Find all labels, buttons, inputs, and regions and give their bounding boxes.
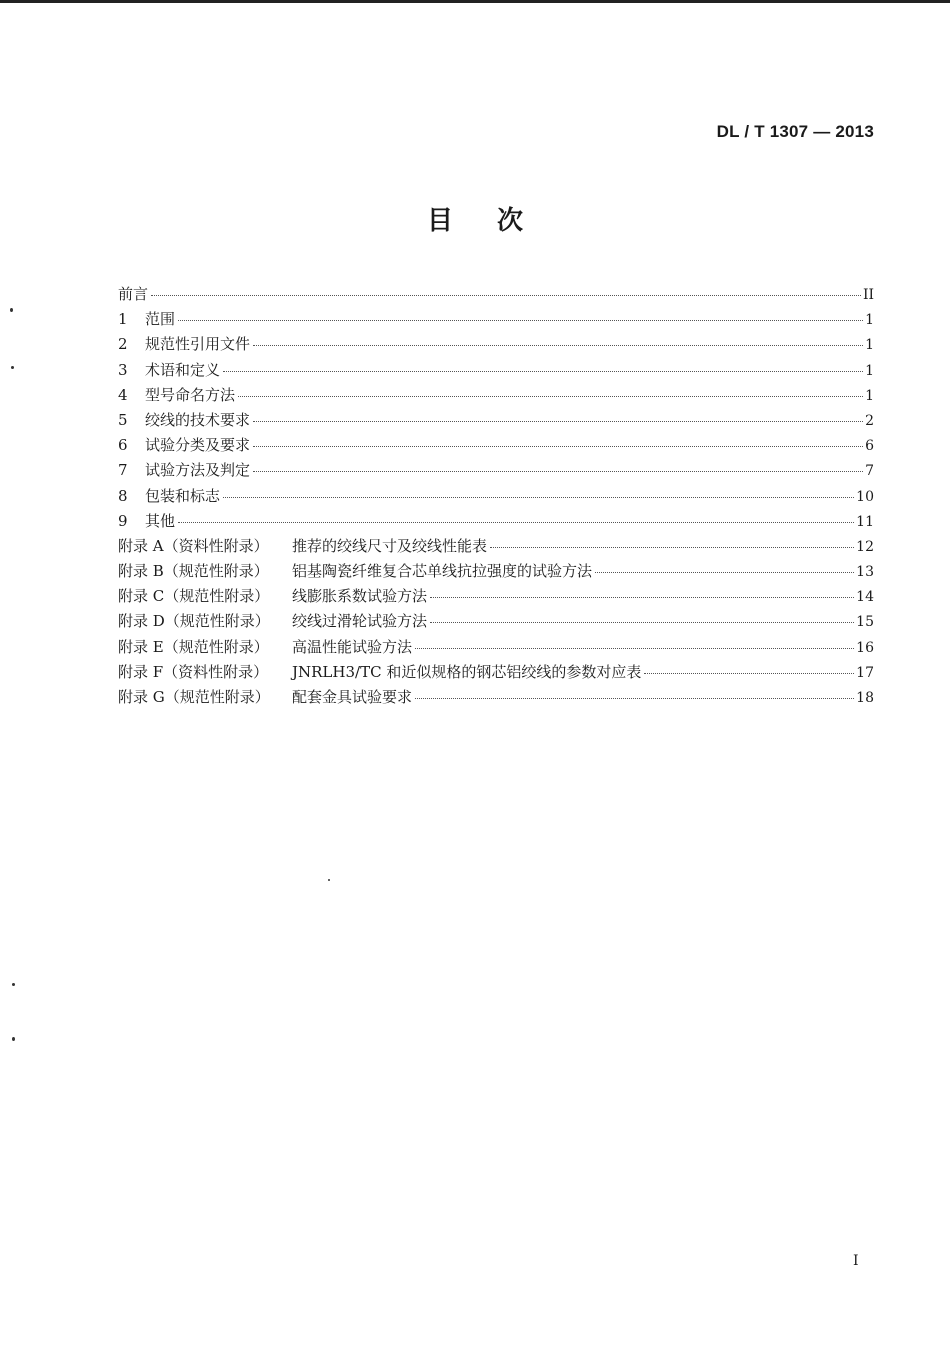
toc-entry-appendix-label: 附录 D（规范性附录）: [118, 612, 270, 631]
toc-entry-number: 4: [118, 385, 128, 404]
toc-entry-title: 其他: [145, 511, 176, 530]
toc-entry[interactable]: [118, 661, 874, 686]
scan-speck: [12, 983, 15, 986]
dot-leader: [253, 345, 863, 346]
toc-entry-title: 铝基陶瓷纤维复合芯单线抗拉强度的试验方法: [292, 562, 593, 581]
toc-entry-appendix-label: 附录 B（规范性附录）: [118, 562, 269, 581]
page-title: 目次: [426, 206, 567, 236]
toc-entry[interactable]: [118, 308, 874, 333]
toc-entry[interactable]: [118, 636, 874, 661]
toc-entry[interactable]: [118, 510, 874, 535]
dot-leader: [223, 371, 863, 372]
toc-entry[interactable]: [118, 535, 874, 560]
toc-entry-page: 12: [856, 538, 874, 555]
dot-leader: [253, 446, 863, 447]
toc-entry-title: 配套金具试验要求: [292, 688, 413, 706]
toc-entry-title: 高温性能试验方法: [292, 637, 413, 656]
page-number: I: [853, 1253, 859, 1269]
dot-leader: [223, 497, 854, 498]
top-border-line: [0, 0, 950, 3]
toc-entry-title: 前言: [118, 285, 149, 303]
toc-entry-page: 2: [865, 412, 874, 429]
toc-entry[interactable]: [118, 459, 874, 484]
toc-entry-title: 试验分类及要求: [145, 436, 251, 455]
toc-entry-title: 包装和标志: [145, 486, 221, 505]
dot-leader: [178, 522, 854, 523]
toc-entry[interactable]: [118, 434, 874, 459]
toc-entry-page: 14: [856, 589, 874, 606]
toc-entry-appendix-label: 附录 F（资料性附录）: [118, 662, 269, 681]
toc-entry-title: 型号命名方法: [145, 385, 236, 404]
toc-entry[interactable]: [118, 610, 874, 635]
scan-speck: [11, 366, 14, 369]
toc-entry[interactable]: [118, 585, 874, 610]
toc-entry[interactable]: [118, 333, 874, 358]
toc-entry-page: 11: [856, 513, 874, 530]
toc-entry-page: 15: [856, 614, 874, 631]
toc-entry-appendix-label: 附录 C（规范性附录）: [118, 587, 270, 606]
standard-code: DL / T 1307 — 2013: [716, 122, 874, 141]
toc-entry-page: 1: [865, 312, 874, 329]
dot-leader: [253, 471, 863, 472]
dot-leader: [253, 421, 863, 422]
toc-entry-number: 2: [118, 335, 128, 354]
toc-entry-page: 18: [856, 690, 874, 706]
toc-entry-number: 5: [118, 410, 128, 429]
toc-entry-page: II: [862, 287, 874, 303]
dot-leader: [644, 673, 854, 674]
toc-entry-title: 线膨胀系数试验方法: [292, 587, 428, 606]
toc-entry[interactable]: [118, 283, 874, 308]
toc-entry-title: 推荐的绞线尺寸及绞线性能表: [292, 536, 488, 555]
toc-entry-page: 7: [865, 463, 874, 480]
toc-entry-page: 1: [865, 362, 874, 379]
toc-entry[interactable]: [118, 359, 874, 384]
toc-entry[interactable]: [118, 384, 874, 409]
toc-entry-title: 绞线的技术要求: [145, 410, 251, 429]
dot-leader: [151, 295, 861, 296]
toc-entry-title: 绞线过滑轮试验方法: [292, 612, 428, 631]
toc-entry-page: 1: [865, 387, 874, 404]
toc-entry-number: 3: [118, 360, 128, 379]
dot-leader: [415, 648, 854, 649]
toc-entry-page: 13: [856, 564, 874, 581]
dot-leader: [430, 622, 854, 623]
toc-entry-appendix-label: 附录 G（规范性附录）: [118, 688, 270, 706]
dot-leader: [430, 597, 854, 598]
table-of-contents: [118, 283, 874, 711]
scan-speck: [12, 1037, 15, 1041]
scan-speck: [10, 308, 13, 312]
toc-entry-page: 17: [856, 664, 874, 681]
toc-entry-page: 10: [856, 488, 874, 505]
toc-entry-page: 6: [865, 438, 874, 455]
toc-entry-page: 1: [865, 337, 874, 354]
dot-leader: [178, 320, 863, 321]
toc-entry-title: JNRLH3/TC 和近似规格的钢芯铝绞线的参数对应表: [292, 662, 642, 681]
dot-leader: [490, 547, 854, 548]
scan-speck: [328, 879, 330, 881]
toc-entry-title: 规范性引用文件: [145, 335, 251, 354]
toc-entry-number: 9: [118, 511, 128, 530]
toc-entry-title: 范围: [145, 310, 176, 329]
dot-leader: [415, 698, 854, 699]
dot-leader: [595, 572, 854, 573]
toc-entry-appendix-label: 附录 A（资料性附录）: [118, 536, 269, 555]
toc-entry[interactable]: [118, 485, 874, 510]
toc-entry[interactable]: [118, 686, 874, 711]
toc-entry-number: 8: [118, 486, 128, 505]
toc-entry-page: 16: [856, 639, 874, 656]
toc-entry-number: 6: [118, 436, 128, 455]
toc-entry-appendix-label: 附录 E（规范性附录）: [118, 637, 269, 656]
toc-entry-title: 术语和定义: [145, 360, 221, 379]
toc-entry-number: 7: [118, 461, 128, 480]
dot-leader: [238, 396, 863, 397]
toc-entry-number: 1: [118, 310, 128, 329]
toc-entry[interactable]: [118, 560, 874, 585]
toc-entry-title: 试验方法及判定: [145, 461, 251, 480]
toc-entry[interactable]: [118, 409, 874, 434]
